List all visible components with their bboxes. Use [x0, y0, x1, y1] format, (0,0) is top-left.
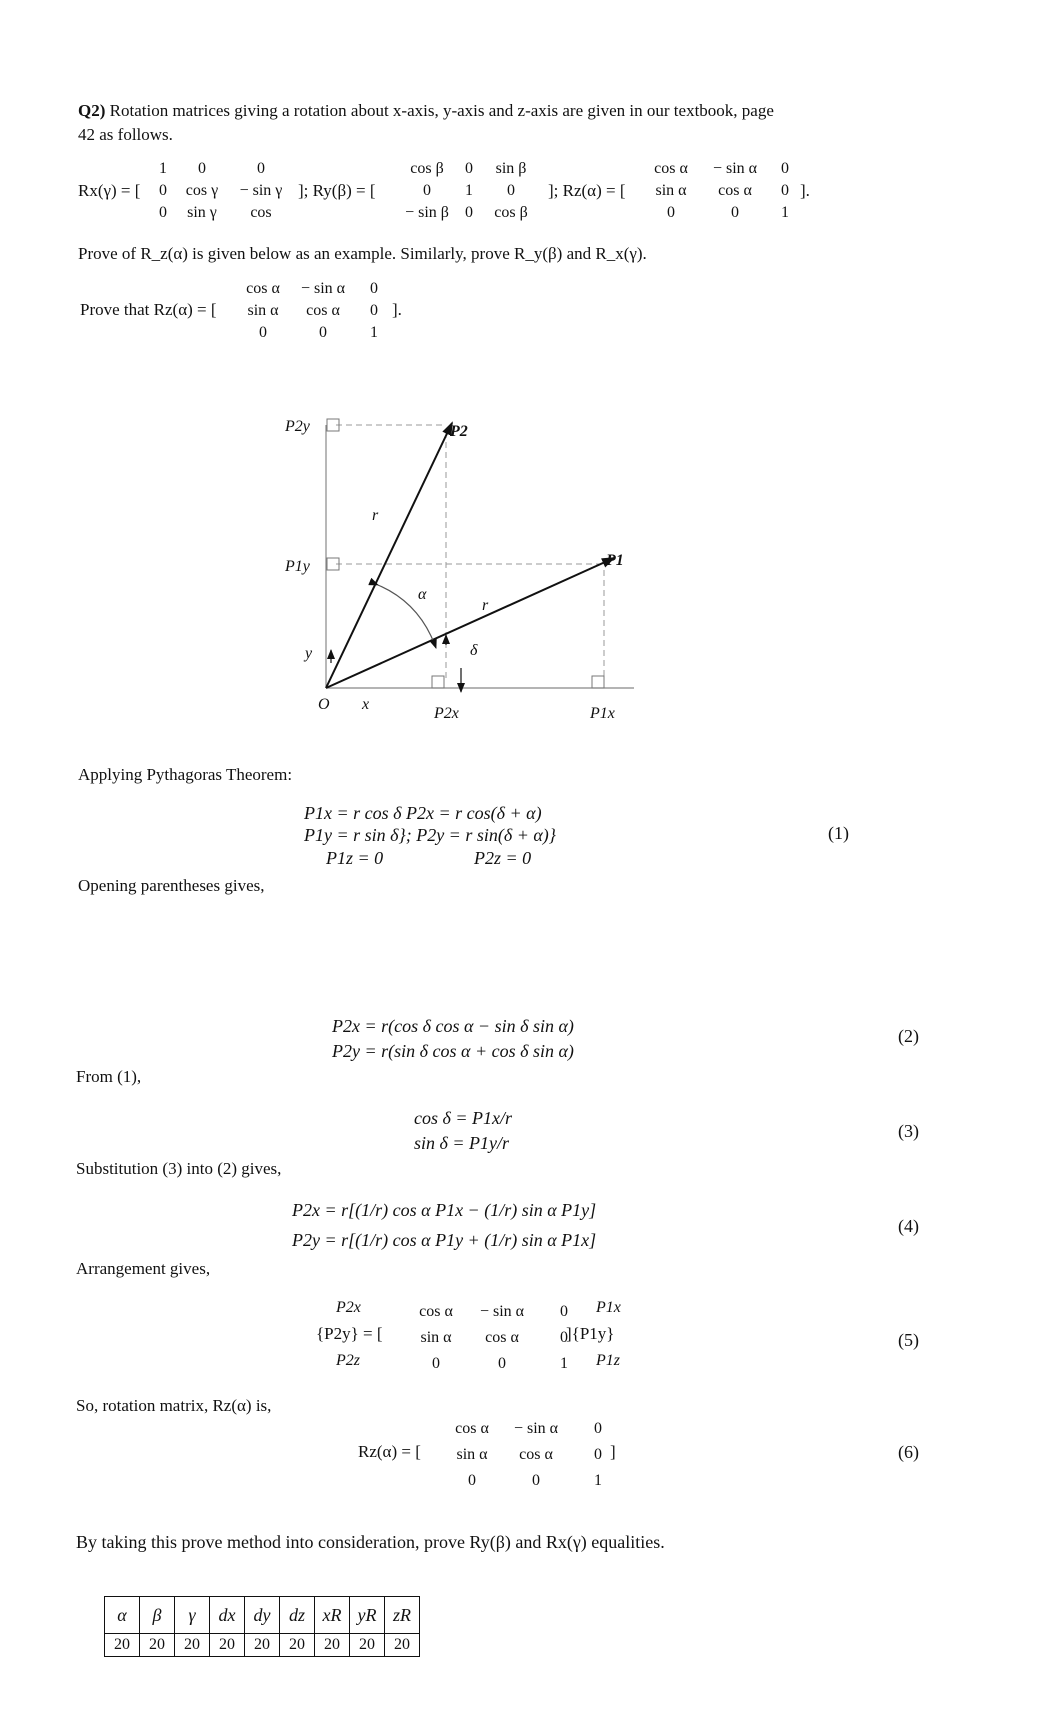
label-p2x: P2x	[434, 705, 459, 722]
eq5-cell: 0	[560, 1329, 568, 1346]
pt-cell: 1	[370, 324, 378, 341]
eq6-cell: 0	[468, 1472, 476, 1489]
pt-cell: 0	[259, 324, 267, 341]
ry-cell: 0	[465, 160, 473, 177]
table-header-cell: β	[140, 1597, 175, 1634]
eq2-number: (2)	[898, 1026, 919, 1046]
table-header-cell: dy	[245, 1597, 280, 1634]
p2x-marker	[432, 676, 444, 688]
table-value-cell: 20	[105, 1634, 140, 1657]
eq5-rhs-bot: P1z	[596, 1352, 620, 1369]
table-header-cell: γ	[175, 1597, 210, 1634]
eq6-cell: 1	[594, 1472, 602, 1489]
pt-cell: cos α	[246, 280, 280, 297]
ry-cell: 1	[465, 182, 473, 199]
eq1-line2: P1y = r sin δ}; P2y = r sin(δ + α)}	[304, 825, 556, 845]
label-p2y: P2y	[285, 418, 310, 435]
eq6-cell: cos α	[455, 1420, 489, 1437]
table-value-cell: 20	[280, 1634, 315, 1657]
question-label: Q2)	[78, 101, 106, 120]
eq5-cell: sin α	[420, 1329, 452, 1346]
alpha-arc	[378, 585, 436, 648]
eq5-cell: 0	[498, 1355, 506, 1372]
rz-cell: − sin α	[712, 160, 758, 177]
ry-cell: cos β	[494, 204, 528, 221]
table-header-cell: zR	[385, 1597, 420, 1634]
opening-text: Opening parentheses gives,	[78, 876, 265, 895]
eq3-line2: sin δ = P1y/r	[414, 1133, 510, 1153]
rx-cell: 0	[159, 182, 167, 199]
closing-text: By taking this prove method into consideration, prove Ry(β) and Rx(γ) equalities.	[76, 1532, 665, 1552]
eq2-line2: P2y = r(sin δ cos α + cos δ sin α)	[332, 1041, 574, 1061]
label-p1x: P1x	[590, 705, 615, 722]
pt-cell: 0	[319, 324, 327, 341]
label-y: y	[305, 645, 313, 662]
eq6-matrix	[444, 1416, 624, 1494]
rx-cell: 0	[257, 160, 265, 177]
rz-cell: 0	[731, 204, 739, 221]
rz-cell: sin α	[655, 182, 687, 199]
ry-cell: sin β	[495, 160, 527, 177]
rz-cell: 0	[781, 182, 789, 199]
so-text: So, rotation matrix, Rz(α) is,	[76, 1396, 272, 1415]
rx-cell: cos γ	[185, 182, 219, 199]
vector-p1	[326, 558, 614, 688]
table-value-cell: 20	[210, 1634, 245, 1657]
pt-cell: 0	[370, 302, 378, 319]
prove-that-label: Prove that Rz(α) = [	[80, 300, 217, 319]
eq4-number: (4)	[898, 1216, 919, 1236]
table-header-cell: xR	[315, 1597, 350, 1634]
eq6-label: Rz(α) = [	[358, 1442, 421, 1461]
rz-label: ]; Rz(α) = [	[548, 181, 626, 200]
ry-cell: 0	[423, 182, 431, 199]
question-text: Rotation matrices giving a rotation about x-axis, y-axis and z-axis are given in our textbook, page	[105, 101, 774, 120]
table-header-cell: α	[105, 1597, 140, 1634]
table-value-cell: 20	[385, 1634, 420, 1657]
eq6-cell: − sin α	[513, 1420, 559, 1437]
label-p2: P2	[450, 423, 468, 440]
table-value-cell: 20	[350, 1634, 385, 1657]
rx-cell: 1	[159, 160, 167, 177]
eq1-line3a: P1z = 0	[326, 848, 384, 868]
eq2-line1: P2x = r(cos δ cos α − sin δ sin α)	[332, 1016, 574, 1036]
rz-cell: 0	[781, 160, 789, 177]
table-values-row	[105, 1634, 420, 1657]
ry-cell: cos β	[410, 160, 444, 177]
ry-cell: 0	[465, 204, 473, 221]
eq6-cell: 0	[594, 1446, 602, 1463]
eq5-cell: − sin α	[479, 1303, 525, 1320]
eq5-rhs-top: P1x	[596, 1299, 621, 1316]
eq5-matrix	[406, 1299, 590, 1377]
rz-cell: cos α	[718, 182, 752, 199]
rx-cell: cos	[250, 204, 272, 221]
eq6-cell: cos α	[519, 1446, 553, 1463]
table-header-cell: dz	[280, 1597, 315, 1634]
label-x: x	[362, 696, 370, 713]
eq5-cell: 0	[432, 1355, 440, 1372]
table-header-cell: yR	[350, 1597, 385, 1634]
rx-cell: − sin γ	[239, 182, 283, 199]
eq6-cell: 0	[594, 1420, 602, 1437]
pt-cell: − sin α	[300, 280, 346, 297]
label-p1: P1	[606, 552, 624, 569]
eq5-cell: cos α	[419, 1303, 453, 1320]
eq1-line3b: P2z = 0	[474, 848, 532, 868]
parameter-table	[104, 1596, 420, 1657]
eq5-lhs-bot: P2z	[336, 1352, 360, 1369]
eq6-number: (6)	[898, 1442, 919, 1462]
vector-p2	[326, 423, 452, 688]
pt-cell: cos α	[306, 302, 340, 319]
rx-cell: 0	[159, 204, 167, 221]
table-header-cell: dx	[210, 1597, 245, 1634]
rz-cell: cos α	[654, 160, 688, 177]
eq5-cell: 1	[560, 1355, 568, 1372]
ry-cell: 0	[507, 182, 515, 199]
rz-end: ].	[800, 181, 810, 200]
p1x-marker	[592, 676, 604, 688]
prove-intro: Prove of R_z(α) is given below as an example. Similarly, prove R_y(β) and R_x(γ).	[78, 244, 647, 263]
pt-cell: 0	[370, 280, 378, 297]
eq6-end: ]	[610, 1442, 616, 1461]
rotation-diagram	[0, 0, 1054, 760]
rz-cell: 0	[667, 204, 675, 221]
table-header-row	[105, 1597, 420, 1634]
rx-cell: 0	[198, 160, 206, 177]
eq4-line2: P2y = r[(1/r) cos α P1y + (1/r) sin α P1x]	[292, 1230, 597, 1250]
eq1-line1: P1x = r cos δ P2x = r cos(δ + α)	[304, 803, 542, 823]
from1-text: From (1),	[76, 1067, 142, 1086]
table-value-cell: 20	[140, 1634, 175, 1657]
question-line-2: 42 as follows.	[78, 125, 173, 144]
label-delta: δ	[470, 642, 478, 659]
eq6-cell: sin α	[456, 1446, 488, 1463]
label-origin: O	[318, 696, 330, 713]
ry-cell: − sin β	[405, 204, 449, 221]
label-r-upper: r	[372, 507, 379, 524]
rz-cell: 1	[781, 204, 789, 221]
table-value-cell: 20	[245, 1634, 280, 1657]
ry-label: ]; Ry(β) = [	[298, 181, 376, 200]
label-alpha: α	[418, 586, 427, 603]
eq5-number: (5)	[898, 1330, 919, 1350]
rx-label: Rx(γ) = [	[78, 181, 141, 200]
table-value-cell: 20	[175, 1634, 210, 1657]
pythagoras-text: Applying Pythagoras Theorem:	[78, 765, 293, 784]
label-r-lower: r	[482, 597, 489, 614]
eq5-lhs-mid: {P2y} = [	[316, 1324, 383, 1343]
eq5-cell: 0	[560, 1303, 568, 1320]
table-value-cell: 20	[315, 1634, 350, 1657]
eq5-cell: cos α	[485, 1329, 519, 1346]
pt-cell: sin α	[247, 302, 279, 319]
eq5-lhs-top: P2x	[336, 1299, 361, 1316]
arrangement-text: Arrangement gives,	[76, 1259, 211, 1278]
eq1-number: (1)	[828, 823, 849, 843]
substitution-text: Substitution (3) into (2) gives,	[76, 1159, 282, 1178]
eq6-cell: 0	[532, 1472, 540, 1489]
prove-that-end: ].	[392, 300, 402, 319]
eq3-number: (3)	[898, 1121, 919, 1141]
label-p1y: P1y	[285, 558, 310, 575]
eq4-line1: P2x = r[(1/r) cos α P1x − (1/r) sin α P1y]	[292, 1200, 597, 1220]
eq5-rhs-mid: ]{P1y}	[566, 1324, 615, 1343]
rx-cell: sin γ	[187, 204, 217, 221]
eq3-line1: cos δ = P1x/r	[414, 1108, 512, 1128]
